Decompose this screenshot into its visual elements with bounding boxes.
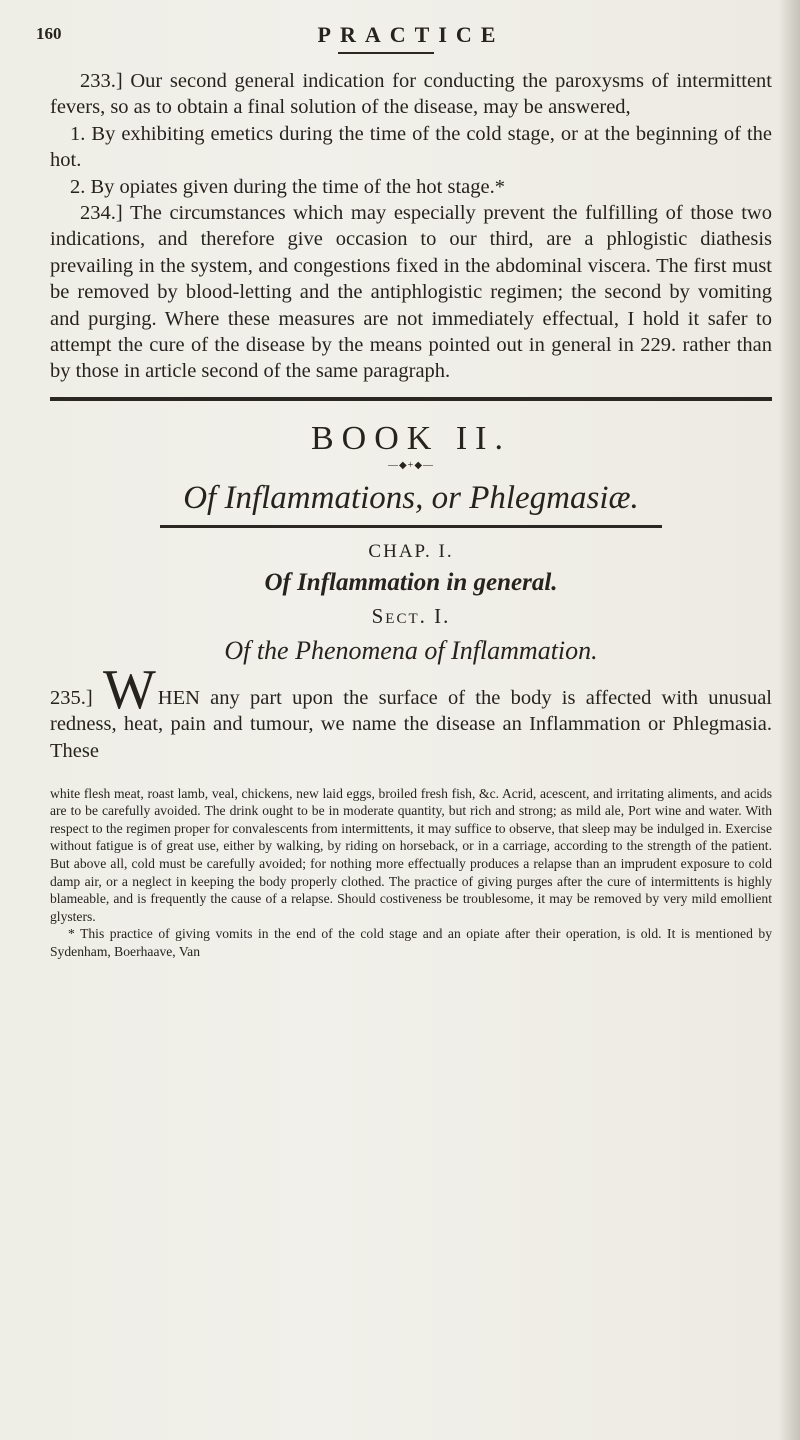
footnote-star: * This practice of giving vomits in the end of the cold stage and an opiate after their operation, is old. It is mentioned by Sydenham, Boerhaave, Van: [50, 926, 772, 959]
paragraph-235-text: HEN any part upon the surface of the body is affected with unusual redness, heat, pain and tumour, we name the disease an Inflammation or Phlegmasia. These: [50, 686, 772, 762]
paragraph-235-number: 235.]: [50, 686, 93, 709]
drop-cap: W: [102, 658, 156, 721]
subtitle-rule: [160, 525, 662, 528]
page-content: [36, 22, 772, 961]
running-title: PRACTICE: [317, 22, 505, 47]
chapter-label: CHAP. I.: [368, 540, 454, 562]
paragraph-235: [50, 658, 772, 764]
page-number: 160: [36, 24, 62, 43]
paragraph-233-item-1: 1. By exhibiting emetics during the time of the cold stage, or at the beginning of the hot.: [50, 122, 772, 172]
page-edge-shadow: [778, 0, 800, 1440]
section-label: Sect. I.: [371, 603, 451, 628]
book-subtitle: Of Inflammations, or Phlegmasiæ.: [183, 479, 639, 516]
running-head: [36, 22, 772, 50]
footnotes: [50, 785, 772, 961]
paragraph-233-item-2: 2. By opiates given during the time of the hot stage.*: [70, 175, 505, 198]
header-rule: [338, 52, 434, 54]
paragraph-234: 234.] The circumstances which may especially prevent the fulfilling of those two indications, and therefore give occasion to our third, are a phlogistic diathesis prevailing in the system, and congestions fixed in the abdominal viscera. The first must be removed by blood-letting and the antiphlogistic regimen; the second by vomiting and purging. Where these measures are not immediately effectual, I hold it safer to attempt the cure of the disease by the means pointed out in general in 229. rather than by those in article second of the same paragraph.: [50, 202, 772, 383]
footnote-continued: white flesh meat, roast lamb, veal, chickens, new laid eggs, broiled fresh fish, &c. Acrid, acescent, and irritating aliments, and acids are to be carefully avoided. The drink ought to be in moderate quantity, but rich and strong; as mild ale, Port wine and water. With respect to the regimen proper for convalescents from intermittents, it may suffice to observe, that sleep may be indulged in. Exercise without fatigue is of great use, either by walking, by riding on horseback, or in a carriage, according to the strength of the patient. But above all, cold must be carefully avoided; for nothing more effectually produces a relapse than an imprudent exposure to cold damp air, or a neglect in keeping the body properly clothed. The practice of giving purges after the cure of intermittents is highly blameable, and is frequently the cause of a relapse. Should costiveness be troublesome, it may be removed by very mild emollient glysters.: [50, 785, 772, 924]
book-divider-rule: [50, 397, 772, 401]
ornament: —◆+◆—: [387, 459, 435, 471]
book-title: BOOK II.: [311, 419, 511, 457]
section-title: Of the Phenomena of Inflammation.: [224, 635, 598, 665]
paragraph-233-intro: 233.] Our second general indication for conducting the paroxysms of intermittent fevers, so as to obtain a final solution of the disease, may be answered,: [50, 70, 772, 119]
chapter-title: Of Inflammation in general.: [264, 568, 558, 596]
